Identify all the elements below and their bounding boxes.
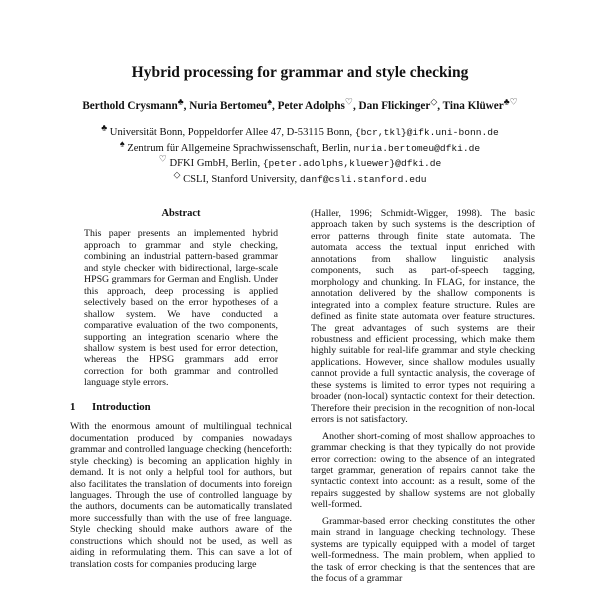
email-address: {bcr,tkl}@ifk.uni-bonn.de	[354, 127, 499, 138]
section-heading-introduction: 1 Introduction	[70, 400, 151, 413]
author-list	[0, 96, 600, 112]
affiliation-list	[0, 122, 600, 187]
affiliation: ♡ DFKI GmbH, Berlin, {peter.adolphs,kluewer}@dfki.de	[158, 153, 442, 169]
affiliation: ♠ Zentrum für Allgemeine Sprachwissenschaft, Berlin, nuria.bertomeu@dfki.de	[119, 137, 481, 154]
author: Nuria Bertomeu♠,	[189, 96, 275, 112]
affiliation: ♣ Universität Bonn, Poppeldorfer Allee 47, D-53115 Bonn, {bcr,tkl}@ifk.uni-bonn.de	[101, 122, 499, 138]
author: Tina Klüwer♣♡	[442, 96, 518, 112]
body-paragraph: (Haller, 1996; Schmidt-Wigger, 1998). The basic approach taken by such systems is the description of error patterns through finite state automata. The automata access the textual input enriched with annotations from shallow linguistic analysis components, such as part-of-speech tagging, morphology and chunking. In FLAG, for instance, the annotation delivered by the shallow components is integrated into a complex feature structure. Rules are defined as finite state automata over feature structures. The great advantages of such systems are their robustness and efficient processing, which make them highly suitable for real-life grammar and style checking applications. However, since shallow modules usually cannot provide a full syntactic analysis, the coverage of these systems is limited to error types not requiring a broader (non-local) syntactic context for their detection. Therefore their precision in the recognition of non-local errors is not satisfactory.	[311, 208, 535, 426]
body-paragraph: Another short-coming of most shallow approaches to grammar checking is that they typically do not provide error correction: owing to the absence of an integrated target grammar, generation of repairs cannot take the syntactic context into account: as a result, some of the repairs suggested by shallow systems are not globally well-formed.	[311, 430, 535, 511]
abstract-text: This paper presents an implemented hybrid approach to grammar and style checking, combining an industrial pattern-based grammar and style checker with bidirectional, large-scale HPSG grammars for German and English. Under this approach, deep processing is applied selectively based on the error hypotheses of a shallow system. We have conducted a comparative evaluation of the two components, supporting an integration scenario where the shallow system is best used for error detection, whereas the HPSG grammars add error correction for both grammar and controlled language style errors.	[84, 228, 278, 389]
paper-title: Hybrid processing for grammar and style checking	[131, 64, 469, 81]
email-address: nuria.bertomeu@dfki.de	[353, 142, 481, 154]
left-column	[70, 208, 292, 570]
email-address: {peter.adolphs,kluewer}@dfki.de	[262, 158, 442, 169]
author: Berthold Crysmann♣,	[82, 96, 187, 112]
introduction-text: With the enormous amount of multilingual technical documentation produced by companies nowadays grammar and controlled language checking (henceforth: style checking) is becoming an application highly in demand. It is not only a helpful tool for authors, but also facilitates the translation of documents into foreign languages. Through the use of controlled language by the authors, documents can be automatically translated more successfully than with the use of free language. Style checking should make authors aware of the constructions which should not be used, as well as aiding in reformulating them. This can save a lot of translation costs for companies producing large	[70, 421, 292, 570]
email-address: danf@csli.stanford.edu	[299, 173, 427, 185]
abstract-heading: Abstract	[161, 208, 201, 219]
body-paragraph: Grammar-based error checking constitutes the other main strand in language checking technology. These systems are typically equipped with a model of target well-formedness. The main problem, when applied to the task of error checking is that the sentences that are the focus of a grammar	[311, 515, 535, 585]
author: Dan Flickinger◇,	[358, 96, 441, 112]
right-column	[311, 208, 535, 585]
affiliation: ◇ CSLI, Stanford University, danf@csli.stanford.edu	[173, 168, 427, 185]
author: Peter Adolphs♡,	[277, 96, 356, 112]
